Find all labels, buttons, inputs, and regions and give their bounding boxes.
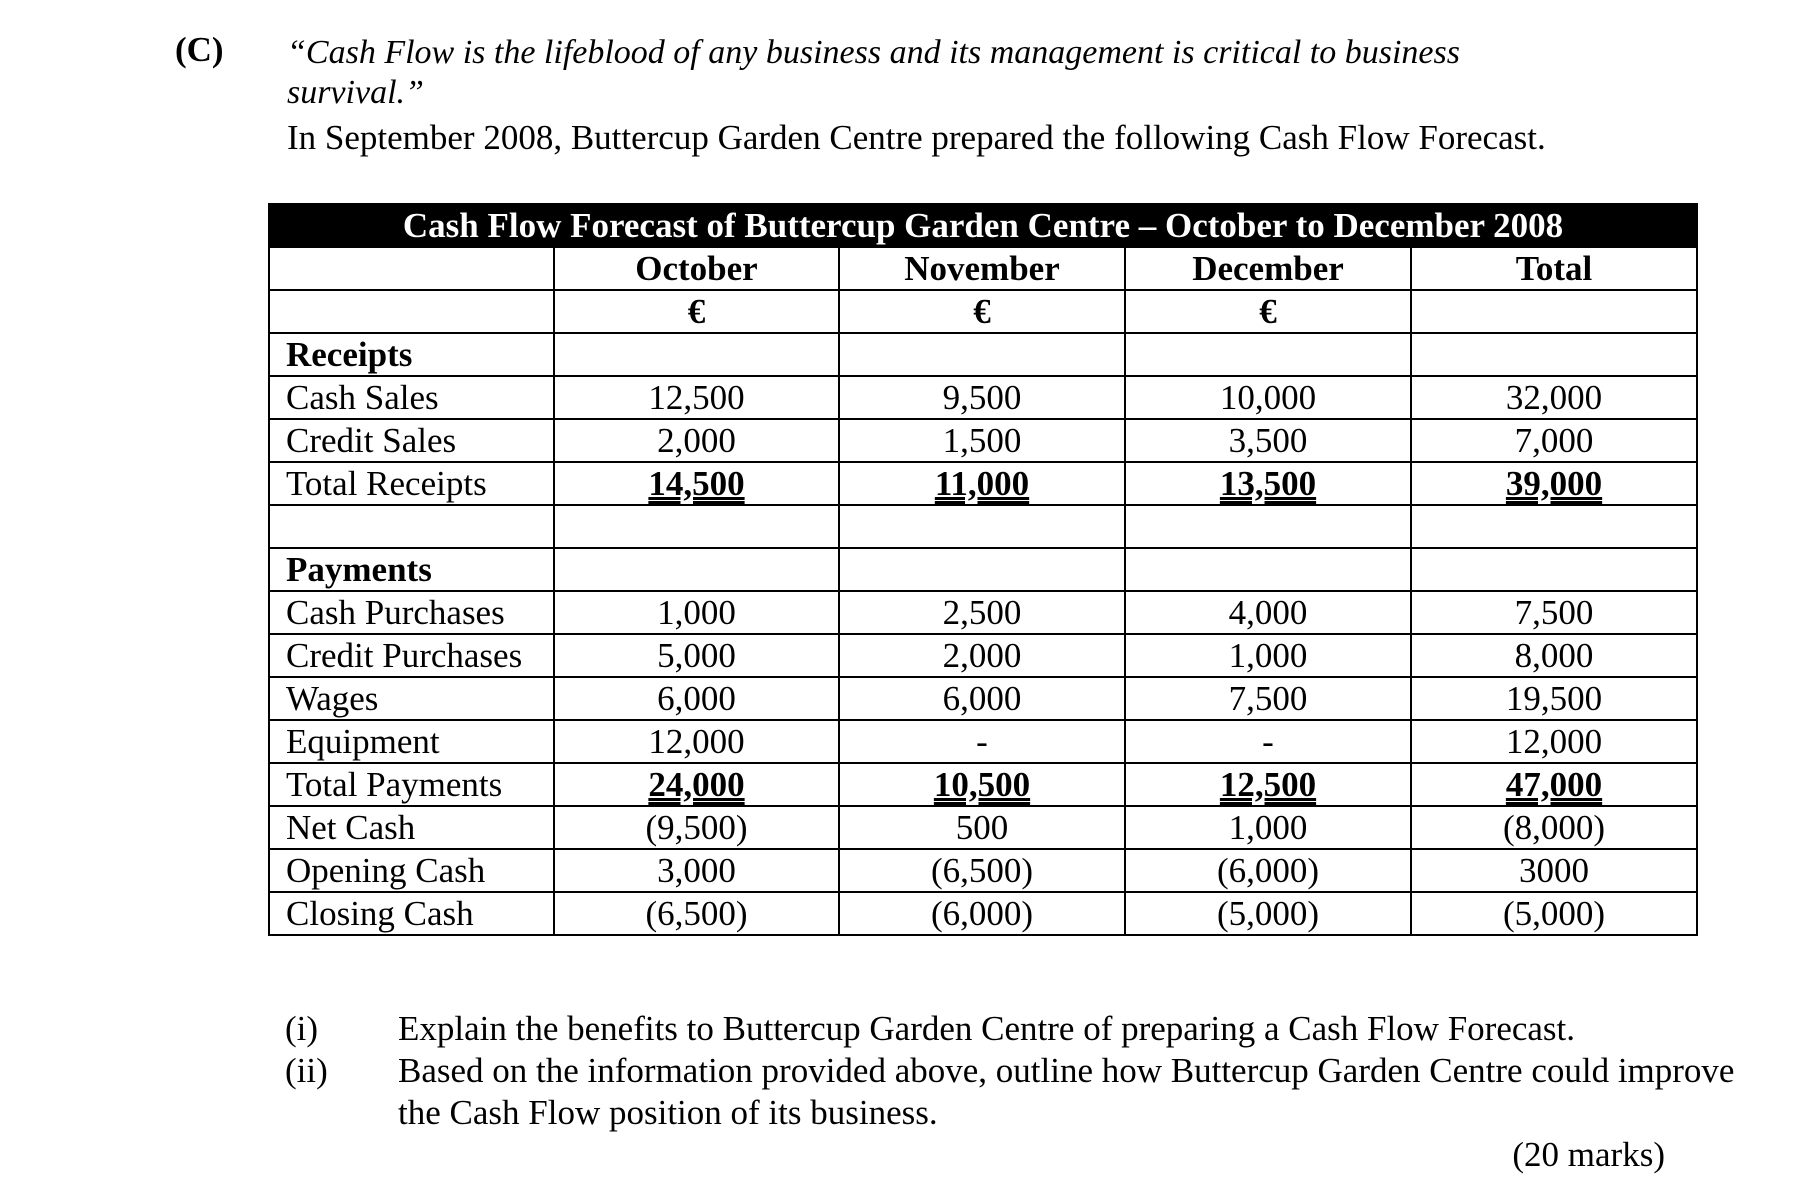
total-cell bbox=[1411, 763, 1697, 806]
cell-value: 9,500 bbox=[839, 376, 1125, 419]
cell-value: (6,500) bbox=[554, 892, 839, 935]
total-value: 47,000 bbox=[1505, 764, 1603, 804]
cell-value: 2,000 bbox=[839, 634, 1125, 677]
payments-heading-row bbox=[269, 548, 1697, 591]
question-list bbox=[285, 1008, 1748, 1134]
marks: (20 marks) bbox=[1512, 1135, 1665, 1174]
cell-value: (6,000) bbox=[839, 892, 1125, 935]
cell-value: 2,000 bbox=[554, 419, 839, 462]
cell-value: (5,000) bbox=[1125, 892, 1411, 935]
question-item bbox=[285, 1050, 1748, 1134]
table-row bbox=[269, 376, 1697, 419]
cell-value: 32,000 bbox=[1411, 376, 1697, 419]
cell-value: 1,000 bbox=[1125, 806, 1411, 849]
cell-value: 19,500 bbox=[1411, 677, 1697, 720]
cell-value: 6,000 bbox=[554, 677, 839, 720]
currency-december: € bbox=[1125, 290, 1411, 333]
total-value: 14,500 bbox=[648, 463, 745, 503]
payments-heading: Payments bbox=[269, 548, 554, 591]
row-label: Opening Cash bbox=[269, 849, 554, 892]
section-label: (C) bbox=[175, 30, 224, 69]
cell-value: 2,500 bbox=[839, 591, 1125, 634]
empty-cell bbox=[269, 505, 554, 548]
empty-cell bbox=[1411, 505, 1697, 548]
question-number: (i) bbox=[285, 1009, 319, 1048]
empty-cell bbox=[554, 333, 839, 376]
cell-value: 1,500 bbox=[839, 419, 1125, 462]
column-header-total: Total bbox=[1411, 247, 1697, 290]
table-title: Cash Flow Forecast of Buttercup Garden Centre – October to December 2008 bbox=[269, 204, 1697, 247]
intro-text: In September 2008, Buttercup Garden Centre prepared the following Cash Flow Forecast. bbox=[287, 118, 1546, 157]
cell-value: 500 bbox=[839, 806, 1125, 849]
total-payments-row bbox=[269, 763, 1697, 806]
row-label: Equipment bbox=[269, 720, 554, 763]
table-row bbox=[269, 849, 1697, 892]
cell-value: 4,000 bbox=[1125, 591, 1411, 634]
cell-value: - bbox=[839, 720, 1125, 763]
cell-value: (5,000) bbox=[1411, 892, 1697, 935]
row-label: Closing Cash bbox=[269, 892, 554, 935]
empty-cell bbox=[1125, 505, 1411, 548]
empty-cell bbox=[1125, 548, 1411, 591]
cell-value: 7,500 bbox=[1411, 591, 1697, 634]
empty-cell bbox=[1411, 333, 1697, 376]
spacer-row bbox=[269, 505, 1697, 548]
table-row bbox=[269, 419, 1697, 462]
cell-value: 7,000 bbox=[1411, 419, 1697, 462]
row-label: Total Receipts bbox=[269, 462, 554, 505]
total-value: 24,000 bbox=[648, 764, 745, 804]
total-cell bbox=[1125, 763, 1411, 806]
cell-value: (6,000) bbox=[1125, 849, 1411, 892]
cell-value: 3,000 bbox=[554, 849, 839, 892]
quote-line-1: “Cash Flow is the lifeblood of any business and its management is critical to business bbox=[287, 34, 1460, 71]
total-cell bbox=[1125, 462, 1411, 505]
table-row bbox=[269, 677, 1697, 720]
cell-value: 12,500 bbox=[554, 376, 839, 419]
cell-value: 8,000 bbox=[1411, 634, 1697, 677]
empty-cell bbox=[839, 505, 1125, 548]
currency-row bbox=[269, 290, 1697, 333]
cell-value: 10,000 bbox=[1125, 376, 1411, 419]
total-value: 11,000 bbox=[934, 463, 1030, 503]
empty-cell bbox=[554, 505, 839, 548]
question-text: Explain the benefits to Buttercup Garden Centre of preparing a Cash Flow Forecast. bbox=[398, 1009, 1576, 1048]
column-header-november: November bbox=[839, 247, 1125, 290]
total-cell bbox=[554, 462, 839, 505]
cell-value: 1,000 bbox=[1125, 634, 1411, 677]
cell-value: (9,500) bbox=[554, 806, 839, 849]
total-receipts-row bbox=[269, 462, 1697, 505]
question-number: (ii) bbox=[285, 1051, 328, 1090]
total-cell bbox=[839, 462, 1125, 505]
total-value: 10,500 bbox=[933, 764, 1031, 804]
question-text: Based on the information provided above, outline how Buttercup Garden Centre could improve the Cash Flow position of its business. bbox=[398, 1051, 1735, 1132]
row-label: Cash Purchases bbox=[269, 591, 554, 634]
cell-value: 3,500 bbox=[1125, 419, 1411, 462]
total-cell bbox=[839, 763, 1125, 806]
currency-november: € bbox=[839, 290, 1125, 333]
currency-october: € bbox=[554, 290, 839, 333]
cell-value: 6,000 bbox=[839, 677, 1125, 720]
column-header-row bbox=[269, 247, 1697, 290]
total-value: 39,000 bbox=[1505, 463, 1603, 503]
currency-total bbox=[1411, 290, 1697, 333]
empty-cell bbox=[839, 548, 1125, 591]
cell-value: 5,000 bbox=[554, 634, 839, 677]
question-item bbox=[285, 1008, 1748, 1050]
row-label: Wages bbox=[269, 677, 554, 720]
cell-value: 3000 bbox=[1411, 849, 1697, 892]
empty-cell bbox=[839, 333, 1125, 376]
table-row bbox=[269, 892, 1697, 935]
row-label: Credit Purchases bbox=[269, 634, 554, 677]
cell-value: 12,000 bbox=[1411, 720, 1697, 763]
empty-cell bbox=[269, 290, 554, 333]
table-row bbox=[269, 591, 1697, 634]
cell-value: - bbox=[1125, 720, 1411, 763]
row-label: Net Cash bbox=[269, 806, 554, 849]
row-label: Credit Sales bbox=[269, 419, 554, 462]
table-row bbox=[269, 806, 1697, 849]
table-row bbox=[269, 720, 1697, 763]
cell-value: 1,000 bbox=[554, 591, 839, 634]
empty-cell bbox=[554, 548, 839, 591]
cell-value: (8,000) bbox=[1411, 806, 1697, 849]
quote-line-2: survival.” bbox=[287, 74, 424, 111]
table-row bbox=[269, 634, 1697, 677]
cash-flow-table bbox=[268, 203, 1698, 936]
row-label: Total Payments bbox=[269, 763, 554, 806]
receipts-heading: Receipts bbox=[269, 333, 554, 376]
cell-value: 7,500 bbox=[1125, 677, 1411, 720]
total-cell bbox=[1411, 462, 1697, 505]
column-header-october: October bbox=[554, 247, 839, 290]
quote bbox=[287, 33, 1687, 113]
empty-cell bbox=[269, 247, 554, 290]
total-value: 13,500 bbox=[1219, 463, 1317, 503]
column-header-december: December bbox=[1125, 247, 1411, 290]
receipts-heading-row bbox=[269, 333, 1697, 376]
row-label: Cash Sales bbox=[269, 376, 554, 419]
empty-cell bbox=[1125, 333, 1411, 376]
cell-value: 12,000 bbox=[554, 720, 839, 763]
cell-value: (6,500) bbox=[839, 849, 1125, 892]
total-cell bbox=[554, 763, 839, 806]
total-value: 12,500 bbox=[1219, 764, 1317, 804]
empty-cell bbox=[1411, 548, 1697, 591]
